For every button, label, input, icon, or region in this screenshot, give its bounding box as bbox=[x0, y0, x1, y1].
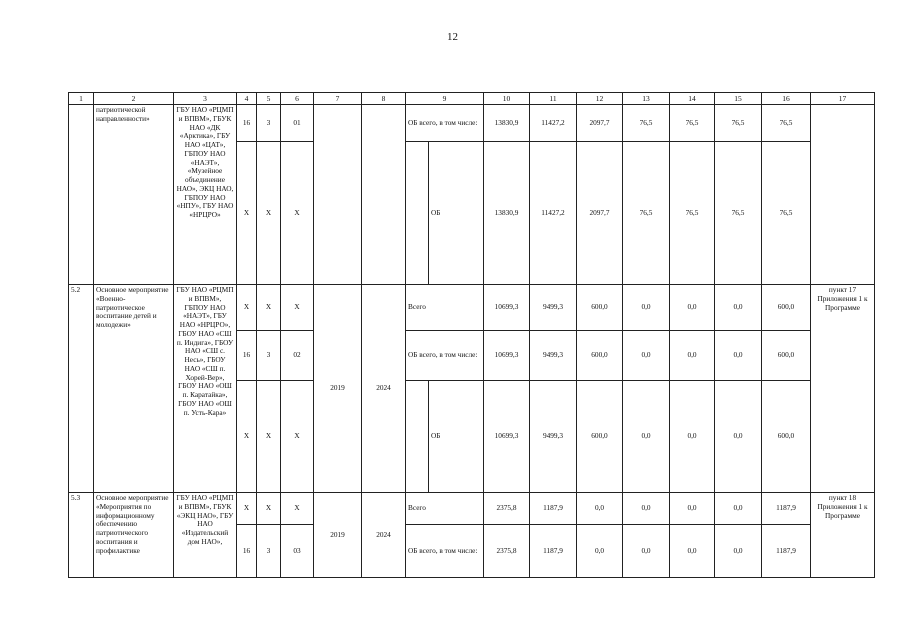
value-cell: 76,5 bbox=[623, 105, 670, 142]
header-cell-12: 12 bbox=[577, 93, 623, 105]
code-cell: 3 bbox=[257, 105, 281, 142]
header-cell-9: 9 bbox=[406, 93, 484, 105]
value-cell: 0,0 bbox=[623, 525, 670, 578]
value-cell: 0,0 bbox=[623, 381, 670, 493]
code-cell: 02 bbox=[281, 331, 314, 381]
value-cell: 0,0 bbox=[715, 493, 762, 525]
funding-label-cell: ОБ всего, в том числе: bbox=[406, 331, 484, 381]
header-cell-14: 14 bbox=[670, 93, 715, 105]
program-table bbox=[68, 92, 875, 578]
value-cell: 0,0 bbox=[670, 525, 715, 578]
value-cell: 600,0 bbox=[577, 285, 623, 331]
header-cell-13: 13 bbox=[623, 93, 670, 105]
end-year-cell: 2024 bbox=[362, 493, 406, 578]
code-cell: X bbox=[257, 493, 281, 525]
funding-label-cell: ОБ всего, в том числе: bbox=[406, 525, 484, 578]
code-cell: 16 bbox=[237, 525, 257, 578]
value-cell: 0,0 bbox=[623, 493, 670, 525]
code-cell: X bbox=[237, 285, 257, 331]
value-cell: 76,5 bbox=[670, 105, 715, 142]
value-cell: 10699,3 bbox=[484, 381, 530, 493]
code-cell: 03 bbox=[281, 525, 314, 578]
code-cell: 3 bbox=[257, 525, 281, 578]
event-name-cell: патриотической направленности» bbox=[94, 105, 174, 285]
value-cell: 0,0 bbox=[670, 331, 715, 381]
value-cell: 10699,3 bbox=[484, 331, 530, 381]
value-cell: 2375,8 bbox=[484, 493, 530, 525]
row-number-cell bbox=[69, 105, 94, 285]
start-year-cell bbox=[314, 105, 362, 285]
value-cell: 0,0 bbox=[715, 381, 762, 493]
value-cell: 0,0 bbox=[670, 285, 715, 331]
funding-label-cell: Всего bbox=[406, 285, 484, 331]
header-cell-7: 7 bbox=[314, 93, 362, 105]
header-cell-17: 17 bbox=[811, 93, 875, 105]
value-cell: 0,0 bbox=[577, 525, 623, 578]
end-year-cell bbox=[362, 105, 406, 285]
code-cell: X bbox=[237, 381, 257, 493]
value-cell: 9499,3 bbox=[530, 285, 577, 331]
code-cell: 3 bbox=[257, 331, 281, 381]
funding-label-cell: ОБ всего, в том числе: bbox=[406, 105, 484, 142]
value-cell: 10699,3 bbox=[484, 285, 530, 331]
value-cell: 600,0 bbox=[762, 285, 811, 331]
code-cell: X bbox=[257, 381, 281, 493]
value-cell: 76,5 bbox=[670, 142, 715, 285]
code-cell: X bbox=[281, 493, 314, 525]
funding-label-cell: ОБ bbox=[429, 142, 484, 285]
value-cell: 0,0 bbox=[623, 285, 670, 331]
value-cell: 1187,9 bbox=[530, 525, 577, 578]
table-row bbox=[69, 105, 875, 142]
start-year-cell: 2019 bbox=[314, 493, 362, 578]
code-cell: 01 bbox=[281, 105, 314, 142]
value-cell: 600,0 bbox=[577, 381, 623, 493]
row-number-cell: 5.2 bbox=[69, 285, 94, 493]
code-cell: 16 bbox=[237, 105, 257, 142]
code-cell: X bbox=[237, 142, 257, 285]
code-cell: 16 bbox=[237, 331, 257, 381]
reference-cell bbox=[811, 105, 875, 285]
value-cell: 600,0 bbox=[577, 331, 623, 381]
value-cell: 2097,7 bbox=[577, 105, 623, 142]
value-cell: 0,0 bbox=[670, 381, 715, 493]
value-cell: 76,5 bbox=[715, 105, 762, 142]
value-cell: 9499,3 bbox=[530, 381, 577, 493]
header-cell-8: 8 bbox=[362, 93, 406, 105]
event-name-cell: Основное мероприятие «Мероприятия по информационному обеспечению патриотического воспитания и профилактике bbox=[94, 493, 174, 578]
value-cell: 0,0 bbox=[715, 285, 762, 331]
row-number-cell: 5.3 bbox=[69, 493, 94, 578]
header-cell-5: 5 bbox=[257, 93, 281, 105]
value-cell: 76,5 bbox=[715, 142, 762, 285]
value-cell: 76,5 bbox=[762, 142, 811, 285]
value-cell: 0,0 bbox=[715, 525, 762, 578]
header-cell-15: 15 bbox=[715, 93, 762, 105]
value-cell: 1187,9 bbox=[530, 493, 577, 525]
value-cell: 0,0 bbox=[623, 331, 670, 381]
value-cell: 1187,9 bbox=[762, 493, 811, 525]
event-name-cell: Основное мероприятие «Военно-патриотическое воспитание детей и молодежи» bbox=[94, 285, 174, 493]
start-year-cell: 2019 bbox=[314, 285, 362, 493]
value-cell: 76,5 bbox=[762, 105, 811, 142]
value-cell: 1187,9 bbox=[762, 525, 811, 578]
value-cell: 2097,7 bbox=[577, 142, 623, 285]
header-cell-11: 11 bbox=[530, 93, 577, 105]
table-row bbox=[69, 493, 875, 525]
reference-cell: пункт 17 Приложения 1 к Программе bbox=[811, 285, 875, 493]
code-cell: X bbox=[257, 142, 281, 285]
header-cell-6: 6 bbox=[281, 93, 314, 105]
value-cell: 0,0 bbox=[715, 331, 762, 381]
agencies-cell: ГБУ НАО «РЦМП и ВПВМ», ГБУК «ЭКЦ НАО», ГБУ НАО «Издательский дом НАО», bbox=[174, 493, 237, 578]
agencies-cell: ГБУ НАО «РЦМП и ВПВМ», ГБПОУ НАО «НАЭТ», ГБУ НАО «НРЦРО», ГБОУ НАО «СШ п. Индига», ГБОУ НАО «СШ с. Несь», ГБОУ НАО «СШ п. Хорей-Вер», ГБОУ НАО «ОШ п. Каратайка», ГБОУ НАО «ОШ п. Усть-Кара» bbox=[174, 285, 237, 493]
table-row bbox=[69, 285, 875, 331]
header-cell-2: 2 bbox=[94, 93, 174, 105]
code-cell: X bbox=[237, 493, 257, 525]
value-cell: 11427,2 bbox=[530, 142, 577, 285]
reference-cell: пункт 18 Приложения 1 к Программе bbox=[811, 493, 875, 578]
code-cell: X bbox=[281, 381, 314, 493]
code-cell: X bbox=[281, 285, 314, 331]
code-cell: X bbox=[257, 285, 281, 331]
value-cell: 600,0 bbox=[762, 381, 811, 493]
header-row bbox=[69, 93, 875, 105]
value-cell: 76,5 bbox=[623, 142, 670, 285]
indent-cell bbox=[406, 381, 429, 493]
funding-label-cell: ОБ bbox=[429, 381, 484, 493]
value-cell: 0,0 bbox=[577, 493, 623, 525]
header-cell-4: 4 bbox=[237, 93, 257, 105]
value-cell: 2375,8 bbox=[484, 525, 530, 578]
agencies-cell: ГБУ НАО «РЦМП и ВПВМ», ГБУК НАО «ДК «Арктика», ГБУ НАО «ЦАТ», ГБПОУ НАО «НАЭТ», «Музейное объединение НАО», ЭКЦ НАО, ГБПОУ НАО «НПУ», ГБУ НАО «НРЦРО» bbox=[174, 105, 237, 285]
header-cell-3: 3 bbox=[174, 93, 237, 105]
value-cell: 600,0 bbox=[762, 331, 811, 381]
page-number: 12 bbox=[447, 31, 458, 43]
value-cell: 0,0 bbox=[670, 493, 715, 525]
header-cell-10: 10 bbox=[484, 93, 530, 105]
header-cell-16: 16 bbox=[762, 93, 811, 105]
value-cell: 9499,3 bbox=[530, 331, 577, 381]
value-cell: 13830,9 bbox=[484, 105, 530, 142]
funding-label-cell: Всего bbox=[406, 493, 484, 525]
code-cell: X bbox=[281, 142, 314, 285]
indent-cell bbox=[406, 142, 429, 285]
value-cell: 11427,2 bbox=[530, 105, 577, 142]
value-cell: 13830,9 bbox=[484, 142, 530, 285]
header-cell-1: 1 bbox=[69, 93, 94, 105]
end-year-cell: 2024 bbox=[362, 285, 406, 493]
